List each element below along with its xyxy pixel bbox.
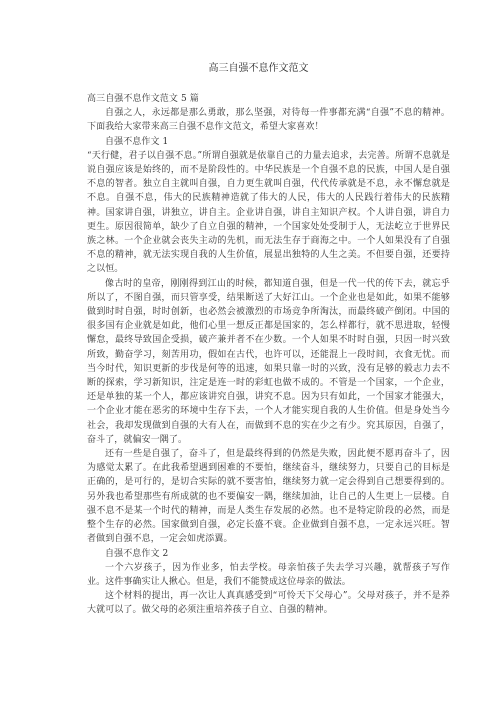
section-1-paragraph-2: 像古时的皇帝，刚刚得到江山的时候，都知道自强，但是一代一代的传下去，就忘乎所以了，不图自强，而只管享受，结果断送了大好江山。一个企业也是如此，如果不能够做到时时自强，时时创新，也必然会被激烈的市场竞争所淘汰，而最终破产倒闭。中国的很多国有企业就是如此，他们心里一想反正都是国家的，怎么样都行，就不思进取，轻慢懈怠，最终导致国企受损，破产兼并者不在少数。一个人如果不时时自强，只因一时兴致所致，勤奋学习，刻苦用功，假如在古代，也许可以，还能混上一段时间，衣食无忧。而当今时代，知识更新的步伐是何等的迅速，如果只靠一时的兴致，没有足够的毅志力去不断的探索，学习新知识，注定是连一时的彩虹也做不成的。不管是一个国家，一个企业，还是单独的某一个人，都应该讲究自强，讲究不息。因为只有如此，一个国家才能强大，一个企业才能在恶劣的环境中生存下去，一个人才能实现自我的人生价值。但是身处当今社会，我却发现做到自强的大有人在，而做到不息的实在少之有少。究其原因，自强了，奋斗了，就偏安一隅了。 xyxy=(87,278,450,445)
section-heading-2: 自强不息作文 2 xyxy=(105,548,169,559)
section-1-paragraph-3: 还有一些是自强了，奋斗了，但是最终得到的仍然是失败，因此便不愿再奋斗了，因为感觉太累了。在此我希望遇到困难的不要怕，继续奋斗，继续努力，只要自己的目标是正确的，是可行的，是切合实际的就不要害怕，继续努力就一定会得到自己想要得到的。另外我也希望那些有所成就的也不要偏安一隅，继续加油，让自己的人生更上一层楼。自强不息不是某一个时代的精神，而是人类生存发展的必然。也不是特定阶段的必然，而是整个生存的必然。国家做到自强，必定长盛不衰。企业做到自强不息，一定永远兴旺。智者做到自强不息，一定会如虎添翼。 xyxy=(87,449,450,545)
section-heading-1: 自强不息作文 1 xyxy=(105,136,169,147)
page-title: 高三自强不息作文范文 xyxy=(208,63,309,74)
document-subtitle: 高三自强不息作文范文 5 篇 xyxy=(87,94,199,104)
section-1-paragraph-1: “天行健，君子以自强不息。”所谓自强就是依靠自己的力量去追求，去完善。所谓不息就是说自强应该是始终的，而不是阶段性的。中华民族是一个自强不息的民族，中国人是自强不息的智者。独立自主就叫自强，自力更生就叫自强，代代传承就是不息，永不懈怠就是不息。自强不息，伟大的民族精神造就了伟大的人民，伟大的人民践行着伟大的民族精神。国家讲自强，讲独立，讲自主。企业讲自强，讲自主知识产权。个人讲自强，讲自力更生。原因很简单，缺少了自立自强的精神，一个国家处处受制于人，无法屹立于世界民族之林。一个企业就会丧失主动的先机，而无法生存于商海之中。一个人如果没有了自强不息的精神，就无法实现自我的人生价值，展显出独特的人生之美。不但要自强，还要持之以恒。 xyxy=(87,150,450,275)
intro-paragraph: 自强之人，永远都是那么勇敢，那么坚强，对待每一件事都充满“自强”不息的精神。下面我给大家带来高三自强不息作文范文，希望大家喜欢！ xyxy=(87,108,450,133)
section-2-paragraph-1: 一个六岁孩子，因为作业多，怕去学校。母亲怕孩子失去学习兴趣，就帮孩子写作业。这件事确实让人揪心。但是，我们不能赞成这位母亲的做法。 xyxy=(87,562,450,587)
section-2-paragraph-2: 这个材料的提出，再一次让人真真感受到“可怜天下父母心”。父母对孩子，并不是养大就可以了。做父母的必须注重培养孩子自立、自强的精神。 xyxy=(87,591,450,616)
